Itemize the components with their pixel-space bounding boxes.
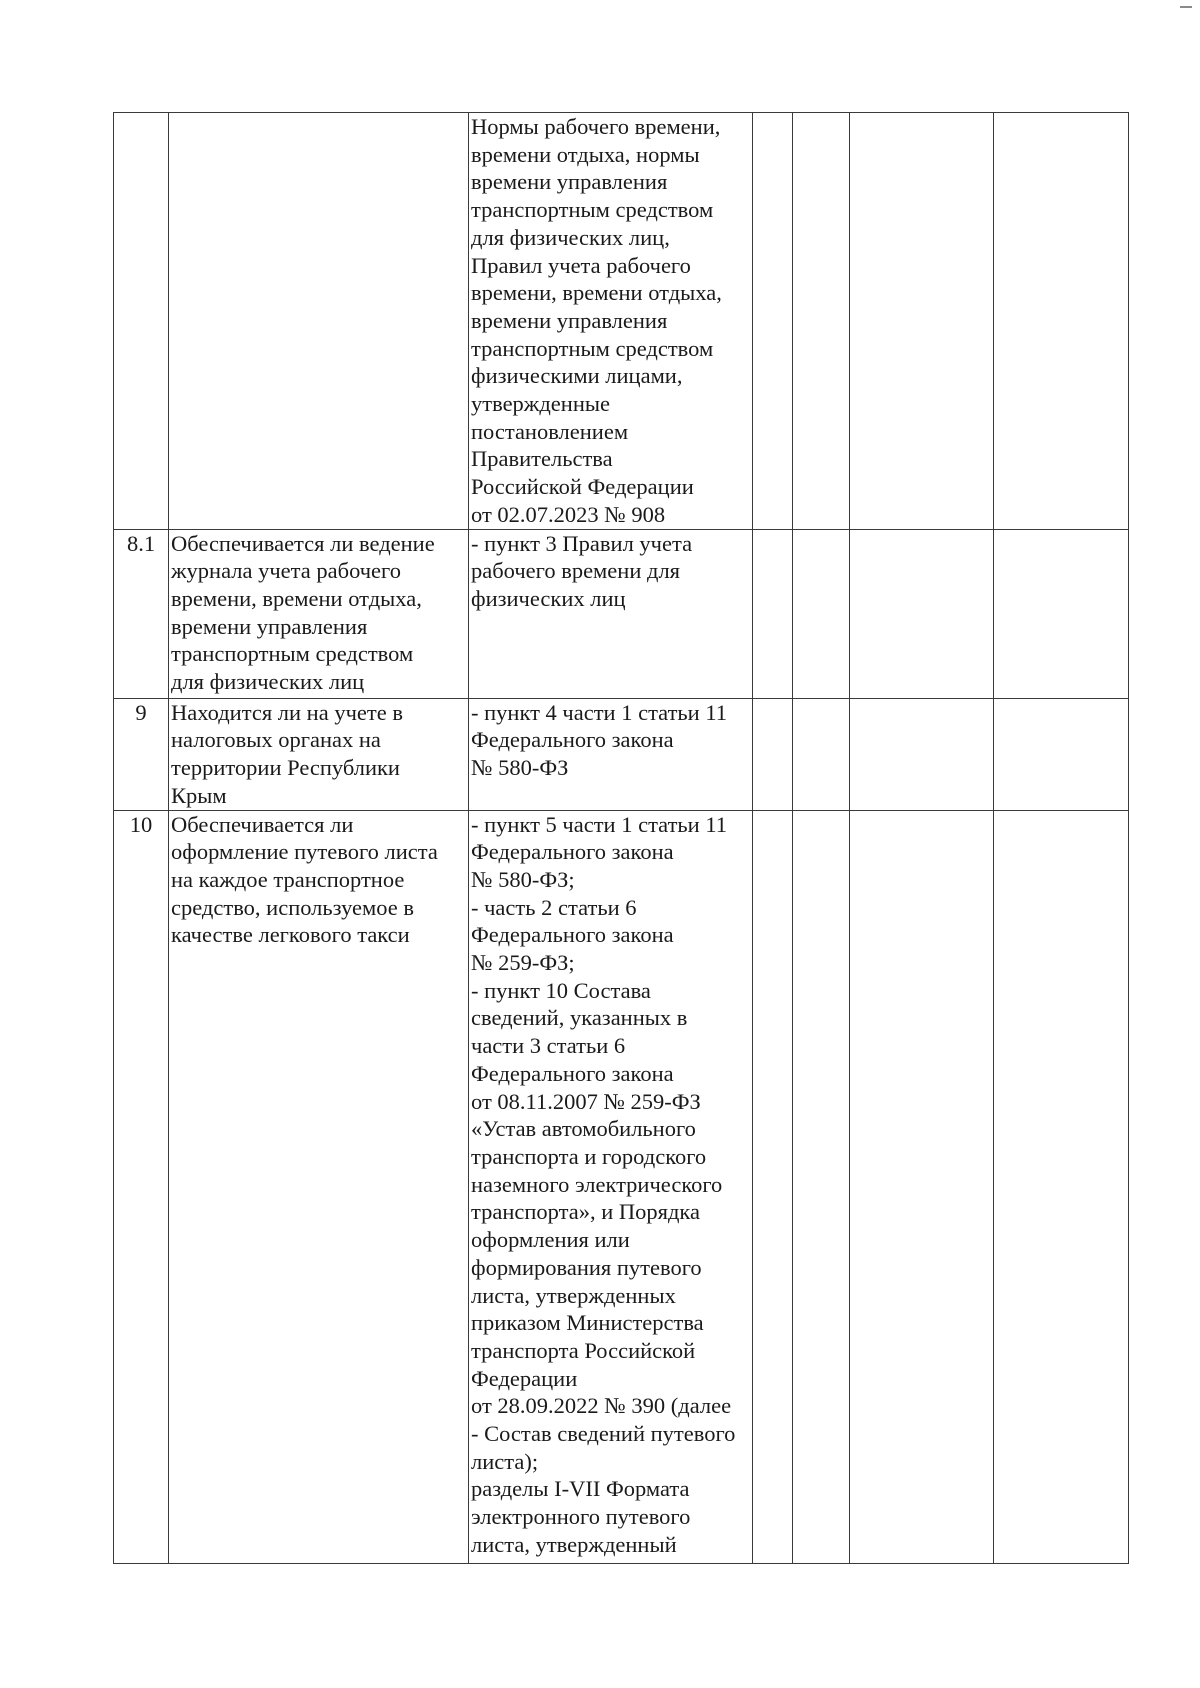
reference-cell [469,810,753,1563]
reference-line: оформления или [471,1227,630,1253]
reference-line: листа); [471,1448,539,1474]
question-line: территории Республики [171,754,400,780]
reference-line: рабочего времени для [471,558,681,584]
reference-line: транспорта и городского [471,1143,707,1169]
table-row [114,529,1129,698]
question-line: Находится ли на учете в [171,699,403,725]
reference-line: Федерального закона [471,727,674,753]
question-line: на каждое транспортное [171,866,405,892]
reference-line: листа, утвержденных [471,1282,676,1308]
empty-cell [753,810,793,1563]
reference-line: транспортным средством [471,197,714,223]
reference-line: разделы I-VII Формата [471,1476,690,1502]
reference-cell [469,698,753,810]
empty-cell [850,113,994,530]
reference-cell [469,529,753,698]
row-number [114,113,169,530]
empty-cell [753,698,793,810]
reference-line: времени, времени отдыха, [471,280,722,306]
empty-cell [850,698,994,810]
reference-line: для физических лиц, [471,224,670,250]
reference-line: электронного путевого [471,1504,691,1530]
empty-cell [753,113,793,530]
reference-line: - пункт 10 Состава [471,977,651,1003]
question-line: качестве легкового такси [171,922,410,948]
question-cell [169,810,469,1563]
empty-cell [994,698,1129,810]
reference-line: времени управления [471,307,668,333]
reference-line: Правительства [471,446,613,472]
page-edge-mark [1180,6,1192,8]
question-line: Крым [171,782,227,808]
reference-cell [469,113,753,530]
reference-line: - пункт 4 части 1 статьи 11 [471,699,728,725]
reference-line: транспорта», и Порядка [471,1199,700,1225]
empty-cell [753,529,793,698]
reference-line: «Устав автомобильного [471,1116,696,1142]
reference-line: времени управления [471,169,668,195]
reference-line: Федерации [471,1365,578,1391]
question-cell [169,529,469,698]
reference-line: приказом Министерства [471,1310,704,1336]
reference-line: Федерального закона [471,839,674,865]
question-line: средство, используемое в [171,894,415,920]
reference-line: наземного электрического [471,1171,723,1197]
empty-cell [793,113,850,530]
empty-cell [994,113,1129,530]
reference-line: от 02.07.2023 № 908 [471,501,666,527]
reference-line: Правил учета рабочего [471,252,691,278]
empty-cell [994,529,1129,698]
empty-cell [793,698,850,810]
question-line: для физических лиц [171,669,365,695]
question-line: Обеспечивается ли [171,811,354,837]
reference-line: Федерального закона [471,1060,674,1086]
empty-cell [850,529,994,698]
reference-line: № 580-ФЗ; [471,866,575,892]
question-line: транспортным средством [171,641,414,667]
question-line: налоговых органах на [171,727,381,753]
row-number: 8.1 [114,529,169,698]
reference-line: № 259-ФЗ; [471,950,575,976]
reference-line: - пункт 3 Правил учета [471,530,693,556]
reference-line: Нормы рабочего времени, [471,114,721,139]
question-line: журнала учета рабочего [171,558,401,584]
empty-cell [793,529,850,698]
empty-cell [850,810,994,1563]
reference-line: части 3 статьи 6 [471,1033,626,1059]
reference-line: от 08.11.2007 № 259-ФЗ [471,1088,701,1114]
reference-line: транспортным средством [471,335,714,361]
empty-cell [793,810,850,1563]
table-row [114,810,1129,1563]
empty-cell [994,810,1129,1563]
question-line: времени, времени отдыха, [171,585,422,611]
reference-line: постановлением [471,418,629,444]
question-line: времени управления [171,613,368,639]
question-cell [169,113,469,530]
reference-line: транспорта Российской [471,1337,696,1363]
reference-line: - пункт 5 части 1 статьи 11 [471,811,728,837]
table-row [114,113,1129,530]
reference-line: формирования путевого [471,1254,702,1280]
reference-line: Федерального закона [471,922,674,948]
reference-line: от 28.09.2022 № 390 (далее [471,1393,732,1419]
reference-line: - Состав сведений путевого [471,1421,736,1447]
reference-line: - часть 2 статьи 6 [471,894,637,920]
reference-line: утвержденные [471,391,610,417]
reference-line: времени отдыха, нормы [471,141,700,167]
row-number: 9 [114,698,169,810]
checklist-table [113,112,1129,1564]
reference-line: № 580-ФЗ [471,754,569,780]
question-line: Обеспечивается ли ведение [171,530,435,556]
reference-line: физических лиц [471,585,626,611]
reference-line: физическими лицами, [471,363,683,389]
reference-line: Российской Федерации [471,474,694,500]
reference-line: сведений, указанных в [471,1005,688,1031]
question-line: оформление путевого листа [171,839,438,865]
row-number: 10 [114,810,169,1563]
question-cell [169,698,469,810]
reference-line: листа, утвержденный [471,1531,677,1557]
table-row [114,698,1129,810]
